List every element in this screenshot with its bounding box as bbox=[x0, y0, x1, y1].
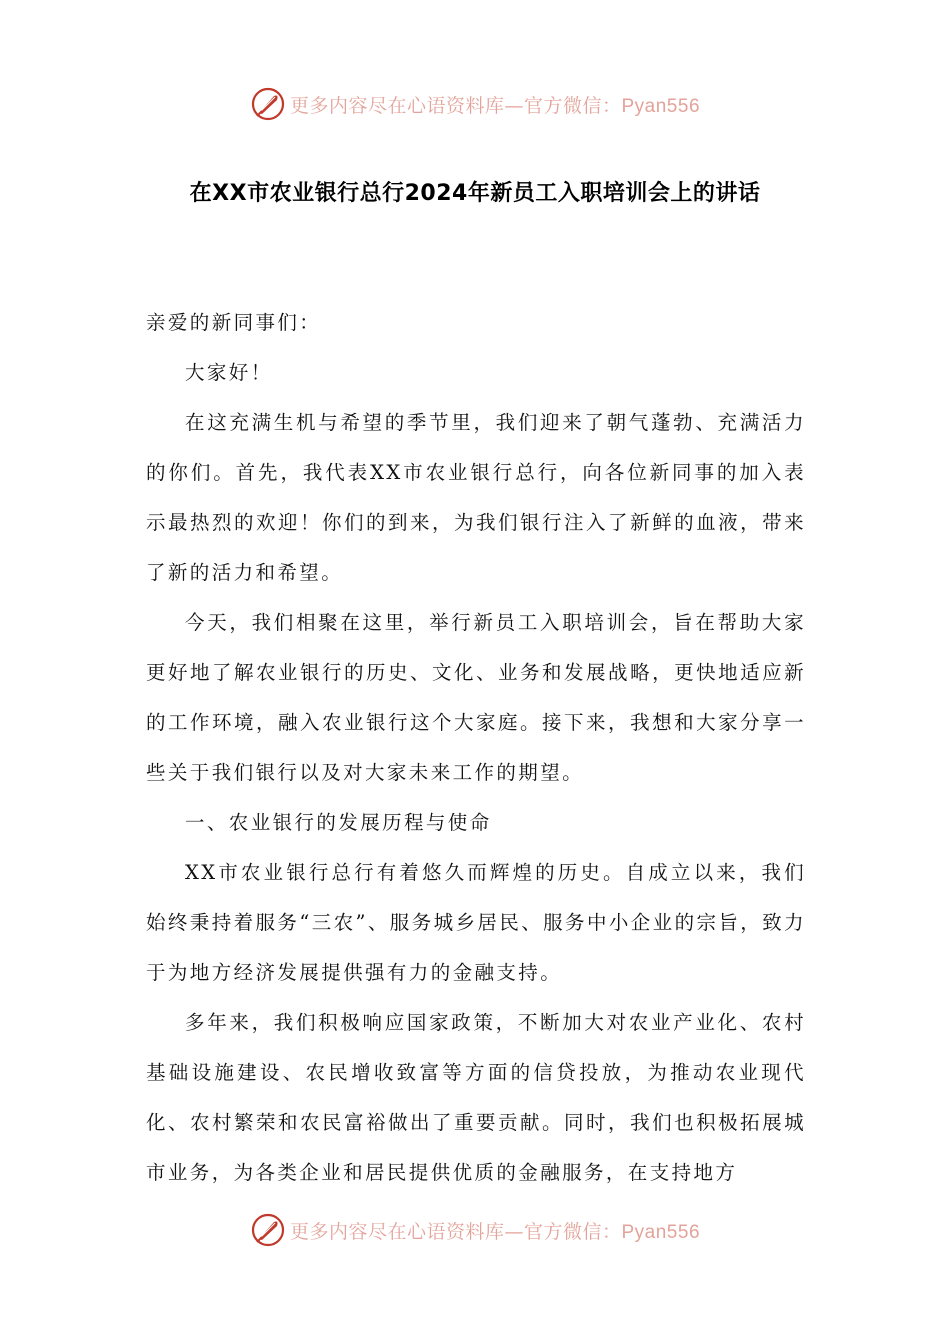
paragraph: XX市农业银行总行有着悠久而辉煌的历史。自成立以来，我们始终秉持着服务“三农”、服务城乡居民、服务中小企业的宗旨，致力于为地方经济发展提供强有力的金融支持。 bbox=[146, 861, 806, 984]
watermark-text: 更多内容尽在心语资料库—官方微信：Pyan556 bbox=[289, 94, 701, 117]
header-watermark bbox=[0, 84, 950, 124]
document-title: 在XX市农业银行总行2024年新员工入职培训会上的讲话 bbox=[189, 181, 761, 206]
section-heading: 一、农业银行的发展历程与使命 bbox=[185, 811, 492, 834]
footer-watermark bbox=[0, 1210, 950, 1250]
salutation: 亲爱的新同事们： bbox=[146, 311, 322, 334]
paragraph: 多年来，我们积极响应国家政策，不断加大对农业产业化、农村基础设施建设、农民增收致富等方面的信贷投放，为推动农业现代化、农村繁荣和农民富裕做出了重要贡献。同时，我们也积极拓展城市业务，为各类企业和居民提供优质的金融服务，在支持地方 bbox=[146, 1011, 806, 1184]
quill-logo-icon bbox=[250, 1212, 286, 1248]
watermark-text: 更多内容尽在心语资料库—官方微信：Pyan556 bbox=[289, 1220, 701, 1243]
paragraph: 在这充满生机与希望的季节里，我们迎来了朝气蓬勃、充满活力的你们。首先，我代表XX市农业银行总行，向各位新同事的加入表示最热烈的欢迎！你们的到来，为我们银行注入了新鲜的血液，带来了新的活力和希望。 bbox=[146, 411, 806, 584]
document-body bbox=[146, 298, 806, 1198]
paragraph: 大家好！ bbox=[185, 361, 273, 384]
paragraph: 今天，我们相聚在这里，举行新员工入职培训会，旨在帮助大家更好地了解农业银行的历史、文化、业务和发展战略，更快地适应新的工作环境，融入农业银行这个大家庭。接下来，我想和大家分享一些关于我们银行以及对大家未来工作的期望。 bbox=[146, 611, 806, 784]
quill-logo-icon bbox=[250, 86, 286, 122]
